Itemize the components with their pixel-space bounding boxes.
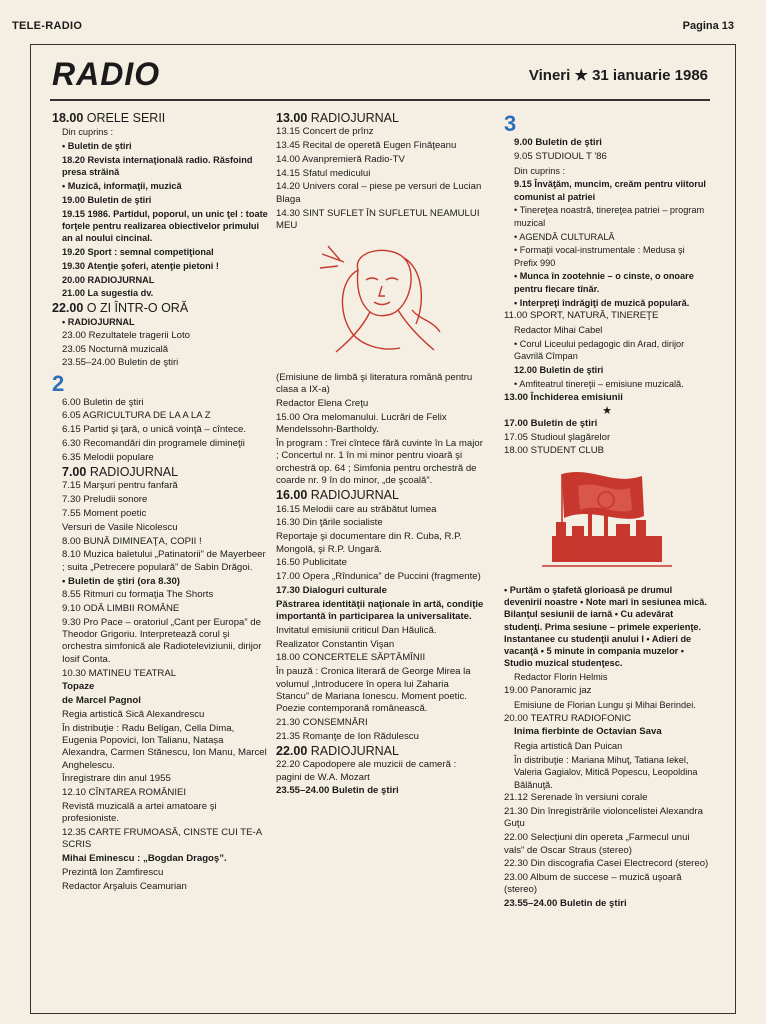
program-detail: 12.00 Buletin de ştiri (514, 365, 604, 376)
program-detail: 20.00 RADIOJURNAL (62, 274, 155, 285)
section-title: RADIO (52, 56, 161, 92)
program-entry: 9.30 Pro Pace – oratoriul „Cant per Europa” de Theodor Grigoriu. Interpretează corul şi orchestra simfonică ale Radioteleviziunii, dirijor Iosif Conta. (62, 616, 262, 665)
program-entry: 17.00 Buletin de ştiri (504, 417, 598, 429)
program-detail: Inima fierbinte de Octavian Sava (514, 726, 662, 738)
program-entry: 22.30 Din discografia Casei Electrecord (stereo) (504, 858, 709, 870)
program-detail: • Formaţii vocal-instrumentale : Medusa şi Prefix 990 (514, 245, 685, 268)
program-entry: 8.10 Muzica baletului „Patinatorii” de Mayerbeer ; suita „Petrecere populară” de Sabin Drăgoi. (62, 549, 266, 573)
program-detail: • Interpreţi îndrăgiţi de muzică populară. (514, 297, 690, 308)
program-detail: • Purtăm o ştafetă glorioasă pe drumul devenirii noastre • Note mari în sesiunea mică. Bilanţul sesiunii de iarnă • Cu adevărat studenţi. Prima sesiune – primele experienţe. Instantanee cu studenţii anului I • Adieri de vacanţă • 5 minute în compania muzelor • Studio muzical studenţesc. (504, 584, 707, 669)
program-detail: Din cuprins : (514, 165, 566, 176)
program-entry: 18.00 ORELE SERII (52, 111, 166, 125)
program-entry: 12.10 CÎNTAREA ROMÂNIEI (62, 787, 187, 799)
program-detail: Prezintă Ion Zamfirescu (62, 867, 164, 879)
program-entry: 7.30 Preludii sonore (62, 494, 148, 506)
portrait-illustration (300, 240, 460, 364)
program-entry: 22.20 Capodopere ale muzicii de cameră : pagini de W.A. Mozart (276, 759, 457, 783)
program-date: Vineri ★ 31 ianuarie 1986 (528, 67, 708, 84)
day-number: 3 (504, 111, 517, 136)
page-number: Pagina 13 (682, 20, 734, 32)
program-detail: • RADIOJURNAL (62, 316, 135, 327)
program-entry: 6.15 Partid şi ţară, o unică voinţă – cîntece. (62, 424, 246, 436)
program-detail: Regia artistică Sică Alexandrescu (62, 708, 205, 720)
program-detail: 18.20 Revista internaţională radio. Răsfoind presa străină (62, 154, 253, 178)
program-detail: 19.20 Sport : semnal competiţional (62, 246, 214, 257)
program-entry: 18.00 STUDENT CLUB (504, 445, 605, 457)
program-entry: 10.30 MATINEU TEATRAL (62, 667, 177, 679)
program-entry: 22.00 O ZI ÎNTR-O ORĂ (52, 300, 189, 315)
program-entry: 13.00 Închiderea emisiunii (504, 391, 623, 403)
program-entry: 14.00 Avanpremieră Radio-TV (276, 153, 405, 165)
program-entry: 8.00 BUNĂ DIMINEAŢA, COPII ! (62, 535, 202, 547)
program-detail: Redactor Florin Helmis (514, 672, 608, 683)
program-entry: 23.00 Rezultatele tragerii Loto (62, 329, 190, 341)
program-detail: • AGENDĂ CULTURALĂ (514, 231, 615, 242)
program-detail: • Buletin de ştiri (ora 8.30) (62, 575, 180, 587)
program-entry: 16.15 Melodii care au străbătut lumea (276, 503, 437, 515)
program-detail: Redactor Arşaluis Ceamurian (62, 880, 187, 892)
flag-illustration (532, 466, 682, 576)
program-entry: 9.00 Buletin de ştiri (514, 137, 602, 148)
program-detail: Mihai Eminescu : „Bogdan Dragoş”. (62, 853, 227, 865)
program-detail: Reportaje şi documentare din R. Cuba, R.P. Mongolă, şi R.P. Ungară. (276, 531, 462, 555)
program-entry: 7.15 Marşuri pentru fanfară (62, 480, 178, 492)
star-separator: ★ (602, 405, 612, 418)
column-3 (504, 110, 710, 912)
program-detail: • Buletin de ştiri (62, 141, 132, 152)
program-detail: 21.00 La sugestia dv. (62, 288, 154, 299)
program-entry: 17.00 Opera „Rîndunica” de Puccini (fragmente) (276, 571, 481, 583)
program-entry: 15.00 Ora melomanului. Lucrări de Felix Mendelssohn-Bartholdy. (276, 412, 447, 436)
program-entry: 17.05 Studioul şlagărelor (504, 431, 611, 443)
program-entry: 22.00 RADIOJURNAL (276, 743, 399, 758)
program-detail: • Munca în zootehnie – o cinste, o onoare pentru fiecare tînăr. (514, 271, 694, 294)
program-entry: 20.00 TEATRU RADIOFONIC (504, 712, 632, 724)
program-entry: 19.00 Panoramic jaz (504, 685, 592, 696)
program-detail: Versuri de Vasile Nicolescu (62, 521, 178, 533)
program-entry: 21.30 CONSEMNĂRI (276, 716, 368, 728)
program-detail: Invitatul emisiunii criticul Dan Hăulică. (276, 624, 437, 636)
program-entry: 23.55–24.00 Buletin de ştiri (276, 785, 399, 797)
program-detail: Regia artistică Dan Puican (514, 741, 623, 752)
program-detail: Redactor Elena Creţu (276, 398, 369, 410)
program-entry: 21.35 Romanţe de Ion Rădulescu (276, 730, 419, 742)
program-detail: Din cuprins : (62, 127, 114, 138)
publication-name: TELE-RADIO (12, 20, 83, 32)
program-entry: 8.55 Ritmuri cu formaţia The Shorts (62, 589, 214, 601)
program-detail: În pauză : Cronica literară de George Mirea la volumul „Introducere în opera lui Zaharia Stancu” de Mariana Ionescu. Moment poetic. Poezie contemporană românească. (276, 666, 471, 715)
program-entry: 13.45 Recital de operetă Eugen Finăţeanu (276, 140, 457, 152)
program-entry: 16.00 RADIOJURNAL (276, 488, 399, 503)
program-detail: Realizator Constantin Vişan (276, 638, 395, 650)
program-detail: În program : Trei cîntece fără cuvinte în La major ; Concertul nr. 1 în mi minor pentru vioară şi orchestră op. 64 ; Simfonia pentru orchestră de coarde nr. 9 în do minor, „de şcoală”. (276, 438, 483, 487)
program-entry: 14.15 Sfatul medicului (276, 167, 371, 179)
program-detail: Păstrarea identităţii naţionale în artă, condiţie importantă în participarea la universalitate. (276, 598, 484, 623)
program-entry: 23.55–24.00 Buletin de ştiri (504, 898, 627, 910)
program-entry: 6.30 Recomandări din programele dimineţii (62, 438, 245, 450)
header-rule (50, 99, 710, 101)
program-entry: 16.30 Din ţările socialiste (276, 517, 383, 529)
day-number: 2 (52, 370, 65, 396)
program-entry: 17.30 Dialoguri culturale (276, 584, 387, 596)
program-entry: 13.00 RADIOJURNAL (276, 111, 399, 125)
program-entry: 7.55 Moment poetic (62, 508, 147, 520)
program-entry: 14.20 Univers coral – piese pe versuri de Lucian Blaga (276, 181, 482, 205)
program-entry: 23.55–24.00 Buletin de ştiri (62, 357, 179, 369)
program-entry: 11.00 SPORT, NATURĂ, TINEREŢE (504, 310, 659, 322)
page-header (0, 0, 766, 40)
program-detail: În distribuţie : Radu Beligan, Cella Dima, Eugenia Popovici, Ion Talianu, Natașa Alexandra, Carmen Stănescu, Ion Manu, Marcel Anghelescu. (62, 722, 267, 771)
program-detail: Topaze (62, 681, 95, 693)
program-entry: 6.05 AGRICULTURA DE LA A LA Z (62, 410, 211, 422)
program-entry: 7.00 RADIOJURNAL (62, 465, 179, 480)
program-entry: 23.00 Album de succese – muzică uşoară (stereo) (504, 872, 682, 896)
program-entry: 13.15 Concert de prînz (276, 126, 374, 138)
program-detail: Redactor Mihai Cabel (514, 325, 603, 336)
program-entry: 9.10 ODĂ LIMBII ROMÂNE (62, 603, 180, 615)
program-entry: 6.00 Buletin de ştiri (62, 396, 144, 408)
program-detail: • Amfiteatrul tinereţii – emisiune muzicală. (514, 378, 684, 389)
column-2 (276, 110, 484, 799)
program-detail: Emisiune de Florian Lungu şi Mihai Berindei. (514, 699, 696, 710)
program-entry: 22.00 Selecţiuni din opereta „Farmecul unui vals” de Oscar Straus (stereo) (504, 832, 690, 856)
program-detail: • Tinereţea noastră, tinereţea patriei – program muzical (514, 205, 705, 228)
program-entry: 14.30 SINT SUFLET ÎN SUFLETUL NEAMULUI MEU (276, 207, 480, 231)
program-entry: 21.12 Serenade în versiuni corale (504, 792, 648, 804)
program-detail: • Corul Liceului pedagogic din Arad, dirijor Gavrilă Cîmpan (514, 338, 685, 362)
program-detail: 9.15 Învăţăm, muncim, creăm pentru viitorul comunist al patriei (514, 179, 706, 202)
column-1 (52, 110, 270, 895)
program-detail: • Muzică, informaţii, muzică (62, 180, 182, 191)
program-entry: 16.50 Publicitate (276, 557, 347, 569)
program-detail: 19.30 Atenţie şoferi, atenţie pietoni ! (62, 260, 219, 271)
program-entry: 18.00 CONCERTELE SĂPTĂMÎNII (276, 652, 426, 664)
program-entry: 12.35 CARTE FRUMOASĂ, CINSTE CUI TE-A SCRIS (62, 827, 262, 851)
program-detail: Înregistrare din anul 1955 (62, 773, 171, 785)
program-entry: 21.30 Din înregistrările violoncelistei Alexandra Guţu (504, 806, 703, 830)
program-detail: În distribuţie : Mariana Mihuţ, Tatiana Iekel, Valeria Gagialov, Mitică Popescu, Leopoldina Bălănuţă. (514, 754, 698, 790)
program-entry: 23.05 Nocturnă muzicală (62, 343, 169, 355)
program-entry: 9.05 STUDIOUL T '86 (514, 150, 607, 162)
program-detail: de Marcel Pagnol (62, 695, 141, 707)
program-detail: 19.15 1986. Partidul, poporul, un unic ţel : toate forţele pentru realizarea obiectivelor primului an al noului cincinal. (62, 208, 268, 244)
program-entry: 6.35 Melodii populare (62, 451, 154, 463)
program-detail: 19.00 Buletin de ştiri (62, 194, 152, 205)
program-detail: Revistă muzicală a artei amatoare şi profesioniste. (62, 801, 217, 825)
program-detail: (Emisiune de limbă şi literatura română pentru clasa a IX-a) (276, 372, 473, 396)
